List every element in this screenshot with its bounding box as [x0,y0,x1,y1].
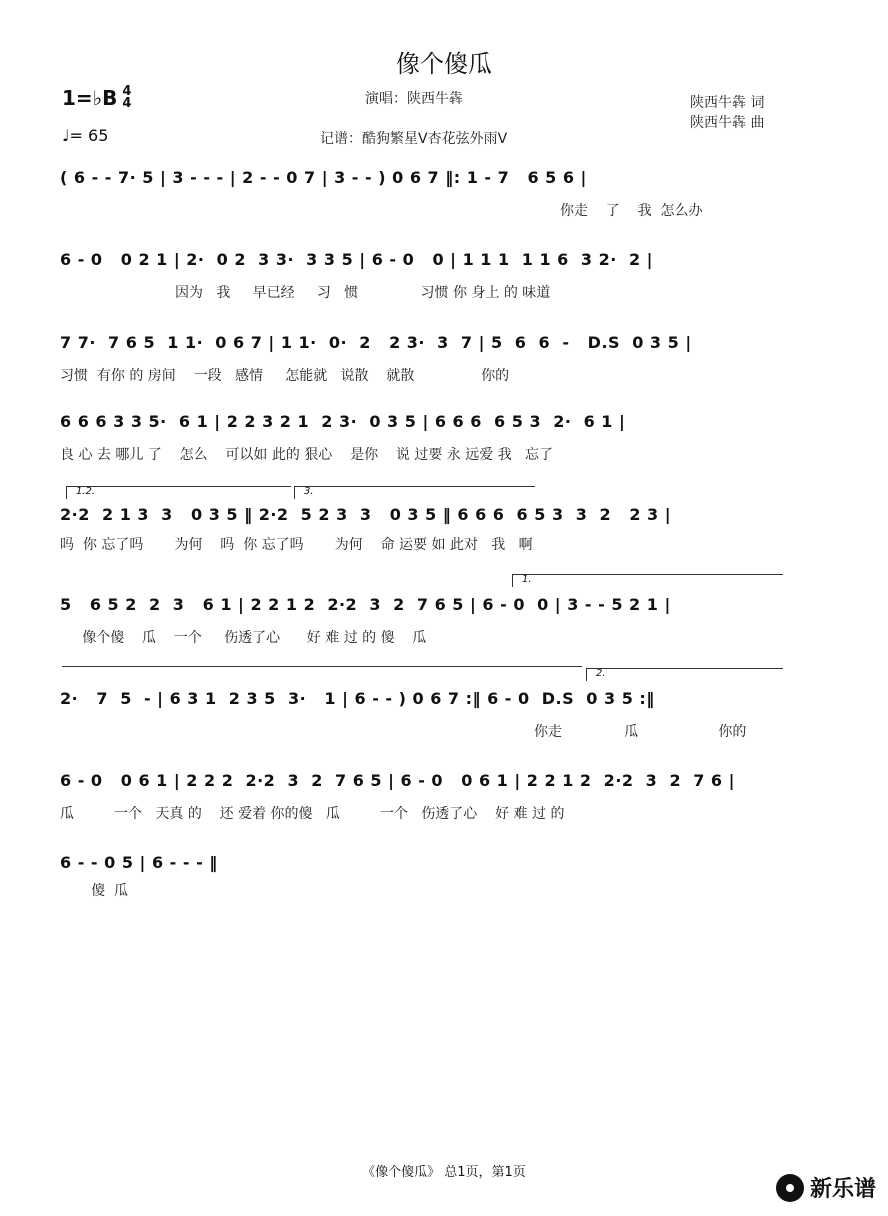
notation-row-9: 6 - - 0 5 | 6 - - - ‖ [60,853,218,872]
notation-row-5: 2·2 2 1 3 3 0 3 5 ‖ 2·2 5 2 3 3 0 3 5 ‖ 6 6 6 6 5 3 3 2 2 3 | [60,505,672,524]
lyrics-row-7: 你走 瓜 你的 [534,724,747,740]
notation-row-6: 5 6 5 2 2 3 6 1 | 2 2 1 2 2·2 3 2 7 6 5 | 6 - 0 0 | 3 - - 5 2 1 | [60,595,671,614]
notation-row-4: 6 6 6 3 3 5· 6 1 | 2 2 3 2 1 2 3· 0 3 5 | 6 6 6 6 5 3 2· 6 1 | [60,412,626,431]
notation-row-1: ( 6 - - 7· 5 | 3 - - - | 2 - - 0 7 | 3 - - ) 0 6 7 ‖: 1 - 7 6 5 6 | [60,168,587,187]
volta-bracket-3 [294,486,535,499]
lyrics-row-6: 像个傻 瓜 一个 伤透了心 好 难 过 的 傻 瓜 [60,630,427,646]
notation-row-8: 6 - 0 0 6 1 | 2 2 2 2·2 3 2 7 6 5 | 6 - 0 0 6 1 | 2 2 1 2 2·2 3 2 7 6 | [60,771,735,790]
lyrics-row-3: 习惯 有你 的 房间 一段 感情 怎能就 说散 就散 你的 [60,368,510,384]
volta-label-1-2: 1.2. [76,486,96,497]
notation-row-2: 6 - 0 0 2 1 | 2· 0 2 3 3· 3 3 5 | 6 - 0 0 | 1 1 1 1 1 6 3 2· 2 | [60,250,654,269]
volta-continuation [62,666,582,679]
lyrics-row-8: 瓜 一个 天真 的 还 爱着 你的傻 瓜 一个 伤透了心 好 难 过 的 [60,806,565,822]
lyrics-row-2: 因为 我 早已经 习 惯 习惯 你 身上 的 味道 [175,285,551,301]
logo-text: 新乐谱 [809,1177,876,1202]
lyricist-credit: 陕西牛犇 词 [690,95,765,111]
lyrics-row-9: 傻 瓜 [60,883,129,899]
score-title: 像个傻瓜 [396,50,492,78]
volta-bracket-2 [586,668,783,681]
volta-bracket-1-2 [66,486,291,499]
composer-credit: 陕西牛犇 曲 [690,115,765,131]
volta-label-2: 2. [596,668,606,679]
notation-row-3: 7 7· 7 6 5 1 1· 0 6 7 | 1 1· 0· 2 2 3· 3 7 | 5 6 6 - D.S 0 3 5 | [60,333,692,352]
lyrics-row-1: 你走 了 我 怎么办 [560,203,703,219]
singer-credit: 演唱：陕西牛犇 [365,91,463,107]
time-signature-bottom: 4 [122,96,132,111]
transcriber-credit: 记谱：酷狗繁星V杏花弦外雨V [320,131,508,147]
time-signature [122,86,131,110]
lyrics-row-5: 吗 你 忘了吗 为何 吗 你 忘了吗 为何 命 运要 如 此对 我 啊 [60,537,533,553]
notation-row-7: 2· 7 5 - | 6 3 1 2 3 5 3· 1 | 6 - - ) 0 6 7 :‖ 6 - 0 D.S 0 3 5 :‖ [60,689,655,708]
page-footer: 《像个傻瓜》 总1页，第1页 [362,1165,526,1180]
volta-bracket-1 [512,574,783,587]
key-signature [62,86,131,110]
tempo-marking: ♩= 65 [62,126,109,145]
site-logo [776,1172,876,1203]
key-label: 1=♭B [62,86,118,110]
volta-label-1: 1. [522,574,532,585]
record-disc-icon [776,1174,804,1202]
lyrics-row-4: 良 心 去 哪儿 了 怎么 可以如 此的 狠心 是你 说 过要 永 远爱 我 忘了 [60,447,554,463]
time-signature-top: 4 [122,84,132,99]
volta-label-3: 3. [304,486,314,497]
